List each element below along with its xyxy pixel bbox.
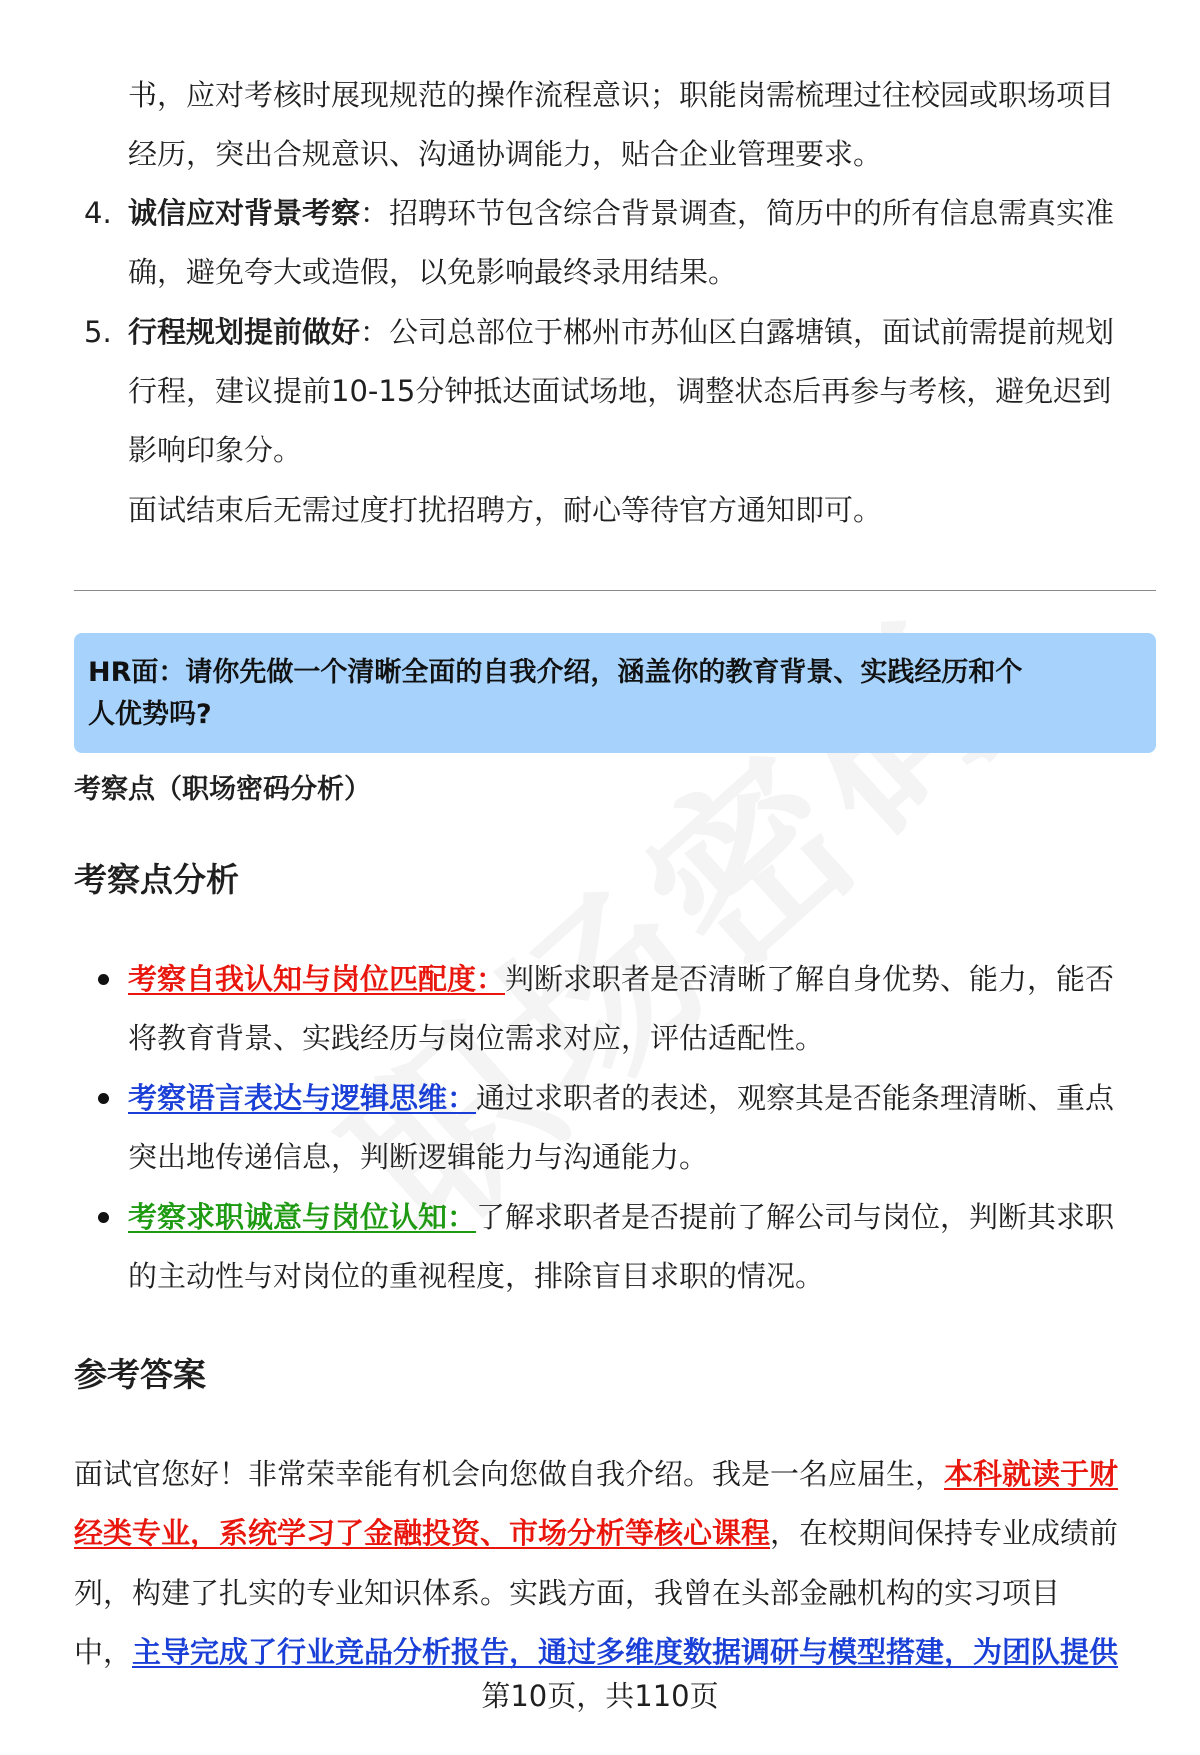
answer-line-1 — [74, 1454, 1118, 1494]
list-item-5-line-1 — [128, 312, 1114, 352]
bullet-3-line-2: 的主动性与对岗位的重视程度，排除盲目求职的情况。 — [128, 1259, 825, 1293]
bullet-3-line-1 — [128, 1197, 1114, 1237]
answer-highlight-red: 本科就读于财 — [944, 1457, 1119, 1491]
list-item-4-colon: ： — [360, 196, 390, 230]
answer-line-2 — [74, 1513, 1118, 1553]
question-line-1: HR面：请你先做一个清晰全面的自我介绍，涵盖你的教育背景、实践经历和个 — [88, 657, 1023, 688]
bullet-2-line-1 — [128, 1078, 1114, 1118]
bullet-3-text-1: 了解求职者是否提前了解公司与岗位，判断其求职 — [476, 1200, 1115, 1234]
list-number-5: 5. — [84, 315, 112, 349]
bullet-2-label: 考察语言表达与逻辑思维： — [128, 1081, 477, 1115]
bullet-1-line-2: 将教育背景、实践经历与岗位需求对应，评估适配性。 — [128, 1021, 825, 1055]
list-item-5-line-2: 行程，建议提前10-15分钟抵达面试场地，调整状态后再参与考核，避免迟到 — [128, 374, 1112, 408]
list-item-4-title: 诚信应对背景考察 — [128, 196, 361, 230]
list-item-5-title: 行程规划提前做好 — [128, 315, 361, 349]
answer-line-3: 列，构建了扎实的专业知识体系。实践方面，我曾在头部金融机构的实习项目 — [74, 1576, 1061, 1610]
list-item-5-text-1: 公司总部位于郴州市苏仙区白露塘镇，面试前需提前规划 — [389, 315, 1115, 349]
list-continuation-line-1: 书，应对考核时展现规范的操作流程意识；职能岗需梳理过往校园或职场项目 — [128, 78, 1115, 112]
bullet-dot — [98, 1212, 109, 1223]
list-number-4: 4. — [84, 196, 112, 230]
question-line-2: 人优势吗? — [88, 699, 212, 730]
page-number: 第10页，共110页 — [481, 1679, 719, 1713]
bullet-2-line-2: 突出地传递信息，判断逻辑能力与沟通能力。 — [128, 1140, 709, 1174]
bullet-2-text-1: 通过求职者的表述，观察其是否能条理清晰、重点 — [476, 1081, 1115, 1115]
list-continuation-line-2: 经历，突出合规意识、沟通协调能力，贴合企业管理要求。 — [128, 137, 883, 171]
list-item-5-colon: ： — [360, 315, 390, 349]
answer-text: ，在校期间保持专业成绩前 — [770, 1516, 1119, 1550]
bullet-1-line-1 — [128, 959, 1114, 999]
analysis-heading: 考察点分析 — [74, 860, 239, 899]
bullet-dot — [98, 1093, 109, 1104]
bullet-dot — [98, 974, 109, 985]
answer-heading: 参考答案 — [74, 1355, 206, 1394]
list-item-4-line-2: 确，避免夸大或造假，以免影响最终录用结果。 — [128, 255, 738, 289]
question-box — [74, 633, 1156, 753]
answer-line-4 — [74, 1632, 1118, 1672]
answer-text: 中， — [74, 1635, 133, 1669]
closing-note: 面试结束后无需过度打扰招聘方，耐心等待官方通知即可。 — [128, 493, 883, 527]
bullet-1-label: 考察自我认知与岗位匹配度： — [128, 962, 506, 996]
section-divider — [74, 590, 1156, 591]
exam-point-label: 考察点（职场密码分析） — [74, 774, 371, 805]
answer-text: 面试官您好！非常荣幸能有机会向您做自我介绍。我是一名应届生， — [74, 1457, 945, 1491]
bullet-3-label: 考察求职诚意与岗位认知： — [128, 1200, 477, 1234]
answer-highlight-red: 经类专业，系统学习了金融投资、市场分析等核心课程 — [74, 1516, 771, 1550]
bullet-1-text-1: 判断求职者是否清晰了解自身优势、能力，能否 — [505, 962, 1115, 996]
list-item-4-line-1 — [128, 193, 1114, 233]
answer-highlight-blue: 主导完成了行业竞品分析报告，通过多维度数据调研与模型搭建，为团队提供 — [132, 1635, 1119, 1669]
list-item-4-text-1: 招聘环节包含综合背景调查，简历中的所有信息需真实准 — [389, 196, 1115, 230]
list-item-5-line-3: 影响印象分。 — [128, 433, 303, 467]
